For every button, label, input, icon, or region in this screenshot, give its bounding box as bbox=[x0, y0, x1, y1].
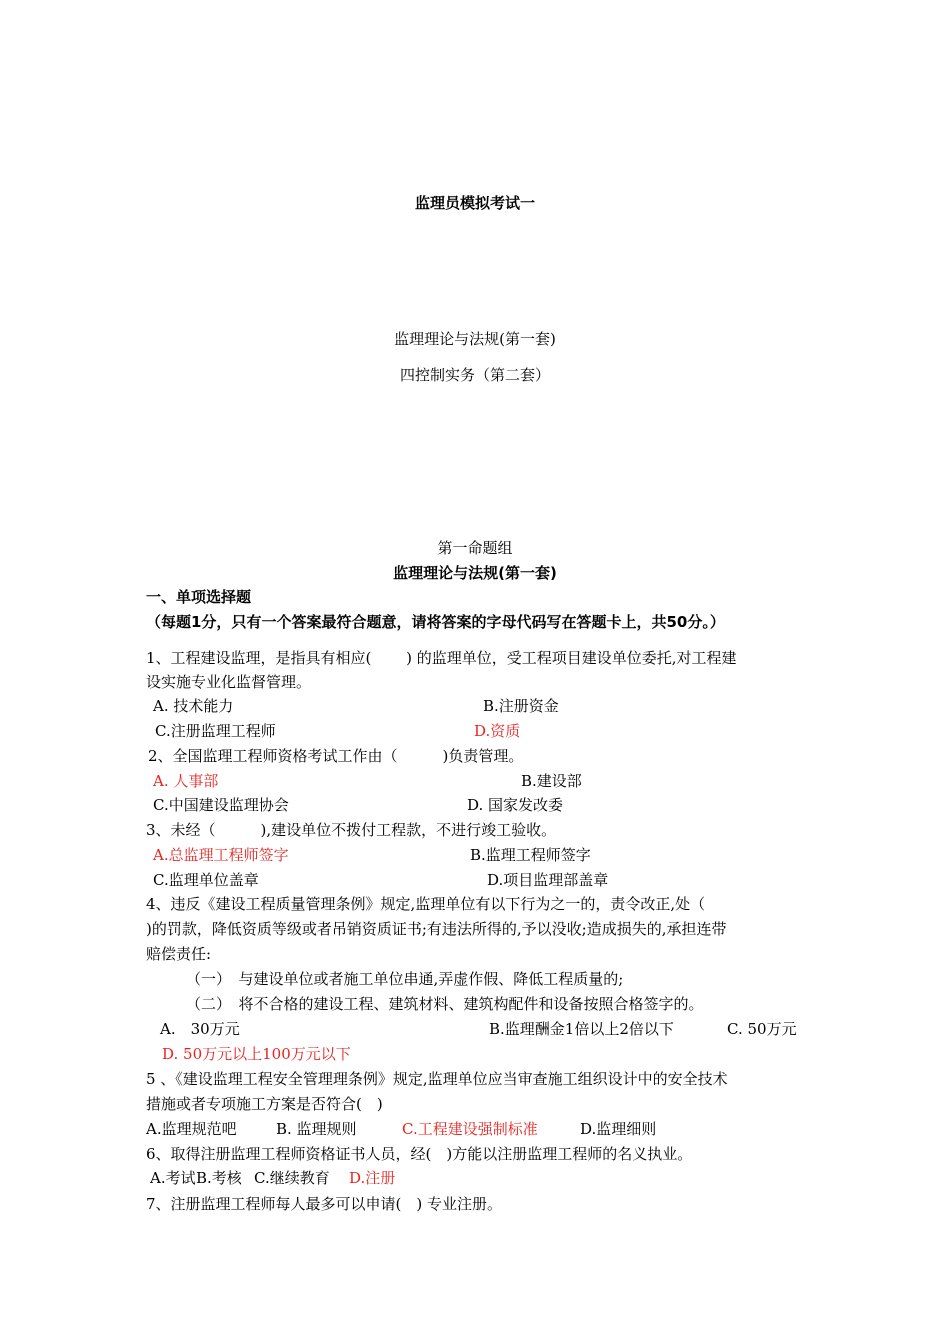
part-note: （每题1分，只有一个答案最符合题意，请将答案的字母代码写在答题卡上，共50分。） bbox=[146, 613, 725, 631]
question-4-line2: )的罚款，降低资质等级或者吊销资质证书;有违法所得的,予以没收;造成损失的,承担连带 bbox=[146, 920, 727, 938]
question-5-line1: 5 、《建设监理工程安全管理理条例》规定,监理单位应当审查施工组织设计中的安全技术 bbox=[146, 1070, 728, 1088]
question-4-option-c: C. 50万元 bbox=[727, 1020, 797, 1038]
question-3-option-a-answer: A.总监理工程师签字 bbox=[153, 846, 289, 864]
question-3-option-c: C.监理单位盖章 bbox=[153, 871, 259, 889]
question-6-option-d-answer: D.注册 bbox=[349, 1169, 396, 1187]
question-1-option-c: C.注册监理工程师 bbox=[155, 722, 276, 740]
question-6-option-b: B.考核 bbox=[196, 1169, 242, 1187]
question-4-item-2: （二） 将不合格的建设工程、建筑材料、建筑构配件和设备按照合格签字的。 bbox=[186, 995, 704, 1013]
subtitle-theory: 监理理论与法规(第一套) bbox=[394, 330, 556, 348]
question-1-option-d-answer: D.资质 bbox=[474, 722, 521, 740]
document-title: 监理员模拟考试一 bbox=[414, 194, 535, 212]
question-6-line1: 6、取得注册监理工程师资格证书人员，经( )方能以注册监理工程师的名义执业。 bbox=[146, 1145, 693, 1163]
question-6-option-a: A.考试 bbox=[150, 1169, 196, 1187]
question-4-item-1: （一） 与建设单位或者施工单位串通,弄虚作假、降低工程质量的; bbox=[186, 970, 624, 988]
question-1-line1: 1、工程建设监理，是指具有相应( ) 的监理单位，受工程项目建设单位委托,对工程建 bbox=[146, 649, 737, 667]
question-4-option-b: B.监理酬金1倍以上2倍以下 bbox=[489, 1020, 674, 1038]
question-2-option-d: D. 国家发改委 bbox=[467, 796, 564, 814]
question-4-line3: 赔偿责任: bbox=[146, 945, 212, 963]
question-5-option-c-answer: C.工程建设强制标准 bbox=[402, 1120, 538, 1138]
question-3-line1: 3、未经（ ),建设单位不拨付工程款，不进行竣工验收。 bbox=[146, 821, 557, 839]
question-4-option-d-answer: D. 50万元以上100万元以下 bbox=[162, 1045, 351, 1063]
question-2-option-b: B.建设部 bbox=[521, 772, 582, 790]
group-title: 第一命题组 bbox=[437, 539, 513, 557]
question-6-option-c: C.继续教育 bbox=[254, 1169, 330, 1187]
part-title: 一、单项选择题 bbox=[146, 588, 252, 606]
question-2-option-a-answer: A. 人事部 bbox=[153, 772, 219, 790]
question-3-option-d: D.项目监理部盖章 bbox=[487, 871, 609, 889]
section-title: 监理理论与法规(第一套) bbox=[393, 564, 557, 582]
question-4-line1: 4、违反《建设工程质量管理条例》规定,监理单位有以下行为之一的，责令改正,处（ bbox=[146, 895, 706, 913]
question-4-option-a: A. 30万元 bbox=[160, 1020, 240, 1038]
question-7-line1: 7、注册监理工程师每人最多可以申请( ) 专业注册。 bbox=[146, 1195, 503, 1213]
question-1-line2: 设实施专业化监督管理。 bbox=[146, 673, 312, 691]
question-1-option-b: B.注册资金 bbox=[483, 697, 559, 715]
question-5-line2: 措施或者专项施工方案是否符合( ) bbox=[146, 1095, 383, 1113]
question-3-option-b: B.监理工程师签字 bbox=[470, 846, 591, 864]
question-1-option-a: A. 技术能力 bbox=[153, 697, 234, 715]
question-2-option-c: C.中国建设监理协会 bbox=[153, 796, 289, 814]
question-5-option-a: A.监理规范吧 bbox=[146, 1120, 237, 1138]
subtitle-practice: 四控制实务（第二套） bbox=[399, 366, 550, 384]
question-2-line1: 2、全国监理工程师资格考试工作由（ )负责管理。 bbox=[148, 747, 524, 765]
question-5-option-d: D.监理细则 bbox=[580, 1120, 657, 1138]
question-5-option-b: B. 监理规则 bbox=[276, 1120, 357, 1138]
